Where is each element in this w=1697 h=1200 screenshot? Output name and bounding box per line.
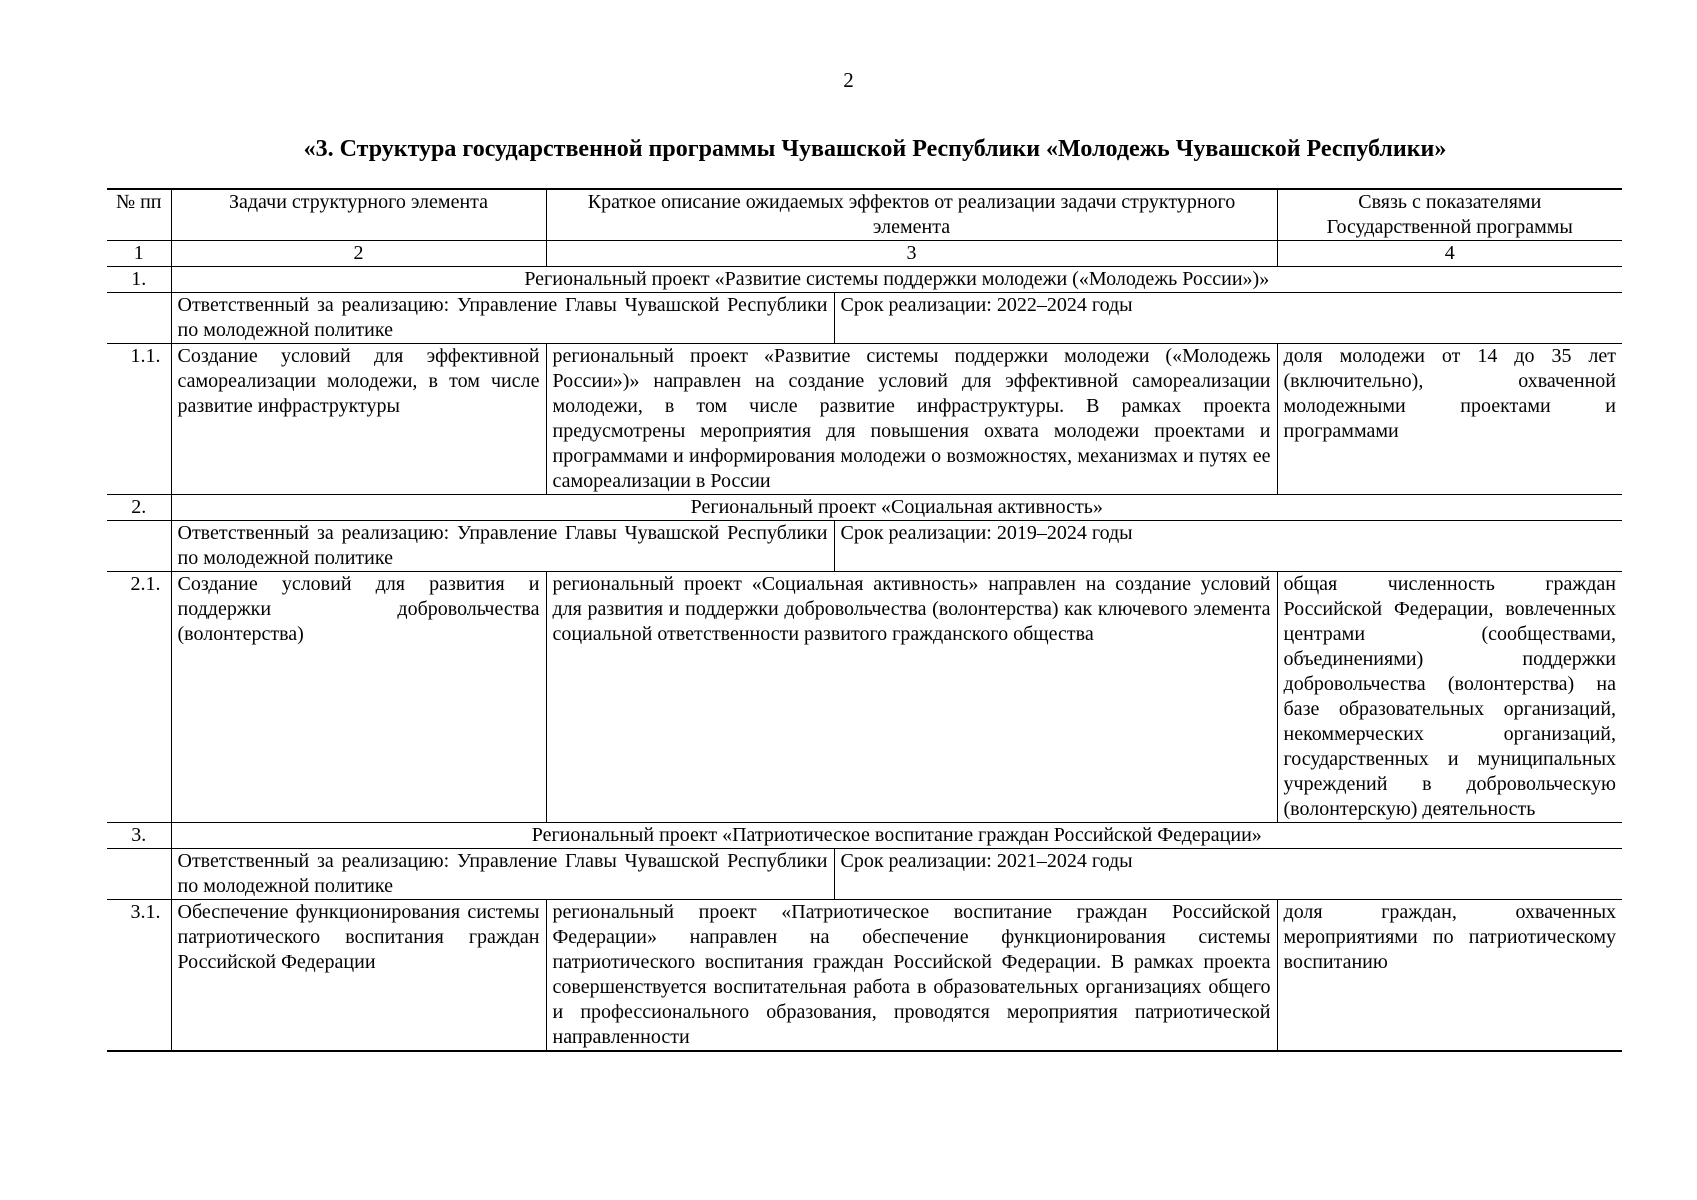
- header-effects: Краткое описание ожидаемых эффектов от реализации задачи структурного элемента: [546, 189, 1277, 241]
- responsible-cell: Ответственный за реализацию: Управление Главы Чувашской Республики по молодежной политике: [171, 521, 834, 572]
- header-number: № пп: [107, 189, 171, 241]
- section-number: 3.: [107, 823, 171, 849]
- page-title: «3. Структура государственной программы Чувашской Республики «Молодежь Чувашской Республики»: [303, 136, 1447, 162]
- task-row: [107, 572, 1622, 823]
- section-title: Региональный проект «Патриотическое воспитание граждан Российской Федерации»: [171, 823, 1622, 849]
- structure-table: [107, 188, 1622, 1052]
- section-number: 2.: [107, 495, 171, 521]
- responsible-row: [107, 293, 1622, 344]
- empty-cell: [107, 521, 171, 572]
- section-title: Региональный проект «Социальная активность»: [171, 495, 1622, 521]
- task-cell: Создание условий для развития и поддержки добровольчества (волонтерства): [171, 572, 546, 823]
- section-row: [107, 495, 1622, 521]
- task-number: 2.1.: [107, 572, 171, 823]
- responsible-cell: Ответственный за реализацию: Управление Главы Чувашской Республики по молодежной политике: [171, 293, 834, 344]
- table-header-row: [107, 189, 1622, 241]
- section-row: [107, 823, 1622, 849]
- indicator-cell: доля молодежи от 14 до 35 лет (включительно), охваченной молодежными проектами и программами: [1277, 344, 1622, 495]
- indicator-cell: общая численность граждан Российской Федерации, вовлеченных центрами (сообществами, объединениями) поддержки добровольчества (волонтерства) на базе образовательных организаций, некоммерческих организаций, государственных и муниципальных учреждений в добровольческую (волонтерскую) деятельность: [1277, 572, 1622, 823]
- period-cell: Срок реализации: 2021–2024 годы: [834, 849, 1622, 900]
- effect-cell: региональный проект «Развитие системы поддержки молодежи («Молодежь России»)» направлен на создание условий для эффективной самореализации молодежи, в том числе развитие инфраструктуры. В рамках проекта предусмотрены мероприятия для повышения охвата молодежи проектами и программами и информирования молодежи о возможностях, механизмах и путях ее самореализации в России: [546, 344, 1277, 495]
- period-cell: Срок реализации: 2019–2024 годы: [834, 521, 1622, 572]
- task-cell: Создание условий для эффективной самореализации молодежи, в том числе развитие инфраструктуры: [171, 344, 546, 495]
- header-indicators: Связь с показателями Государственной программы: [1277, 189, 1622, 241]
- column-number: 1: [107, 241, 171, 267]
- section-number: 1.: [107, 267, 171, 293]
- header-tasks: Задачи структурного элемента: [171, 189, 546, 241]
- effect-cell: региональный проект «Патриотическое воспитание граждан Российской Федерации» направлен на обеспечение функционирования системы патриотического воспитания граждан Российской Федерации. В рамках проекта совершенствуется воспитательная работа в образовательных организациях общего и профессионального образования, проводятся мероприятия патриотической направленности: [546, 900, 1277, 1052]
- task-cell: Обеспечение функционирования системы патриотического воспитания граждан Российской Федерации: [171, 900, 546, 1052]
- indicator-cell: доля граждан, охваченных мероприятиями по патриотическому воспитанию: [1277, 900, 1622, 1052]
- column-number: 3: [546, 241, 1277, 267]
- responsible-row: [107, 849, 1622, 900]
- responsible-row: [107, 521, 1622, 572]
- column-number: 4: [1277, 241, 1622, 267]
- column-number-row: [107, 241, 1622, 267]
- task-number: 3.1.: [107, 900, 171, 1052]
- responsible-cell: Ответственный за реализацию: Управление Главы Чувашской Республики по молодежной политике: [171, 849, 834, 900]
- column-number: 2: [171, 241, 546, 267]
- task-row: [107, 900, 1622, 1052]
- section-title: Региональный проект «Развитие системы поддержки молодежи («Молодежь России»)»: [171, 267, 1622, 293]
- section-row: [107, 267, 1622, 293]
- task-row: [107, 344, 1622, 495]
- page-number: 2: [843, 68, 854, 92]
- empty-cell: [107, 849, 171, 900]
- period-cell: Срок реализации: 2022–2024 годы: [834, 293, 1622, 344]
- task-number: 1.1.: [107, 344, 171, 495]
- effect-cell: региональный проект «Социальная активность» направлен на создание условий для развития и поддержки добровольчества (волонтерства) как ключевого элемента социальной ответственности развитого гражданского общества: [546, 572, 1277, 823]
- empty-cell: [107, 293, 171, 344]
